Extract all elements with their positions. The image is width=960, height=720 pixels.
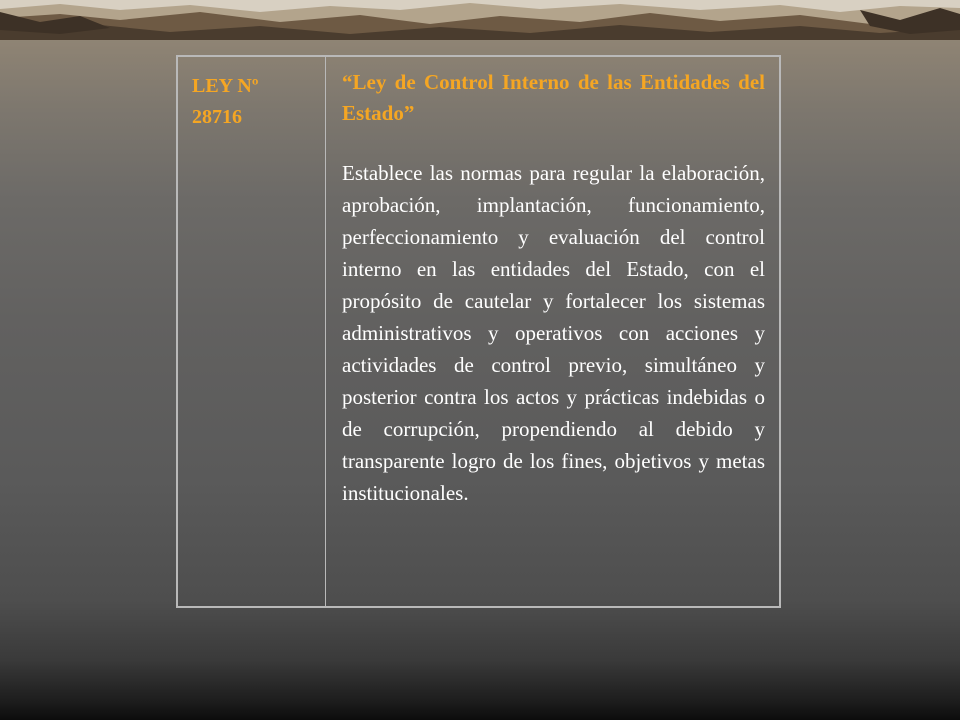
decorative-landscape-banner <box>0 0 960 40</box>
law-info-table <box>176 55 781 608</box>
law-number: LEY Nº 28716 <box>192 75 259 128</box>
law-number-cell <box>178 57 326 606</box>
law-description: Establece las normas para regular la elaboración, aprobación, implantación, funcionamiento, perfeccionamiento y evaluación del control interno en las entidades del Estado, con el propósito de cautelar y fortalecer los sistemas administrativos y operativos con acciones y actividades de control previo, simultáneo y posterior contra los actos y prácticas indebidas o de corrupción, propendiendo al debido y transparente logro de los fines, objetivos y metas institucionales. <box>342 161 765 505</box>
law-title: “Ley de Control Interno de las Entidades del Estado” <box>342 70 765 125</box>
law-content-cell <box>326 57 779 606</box>
